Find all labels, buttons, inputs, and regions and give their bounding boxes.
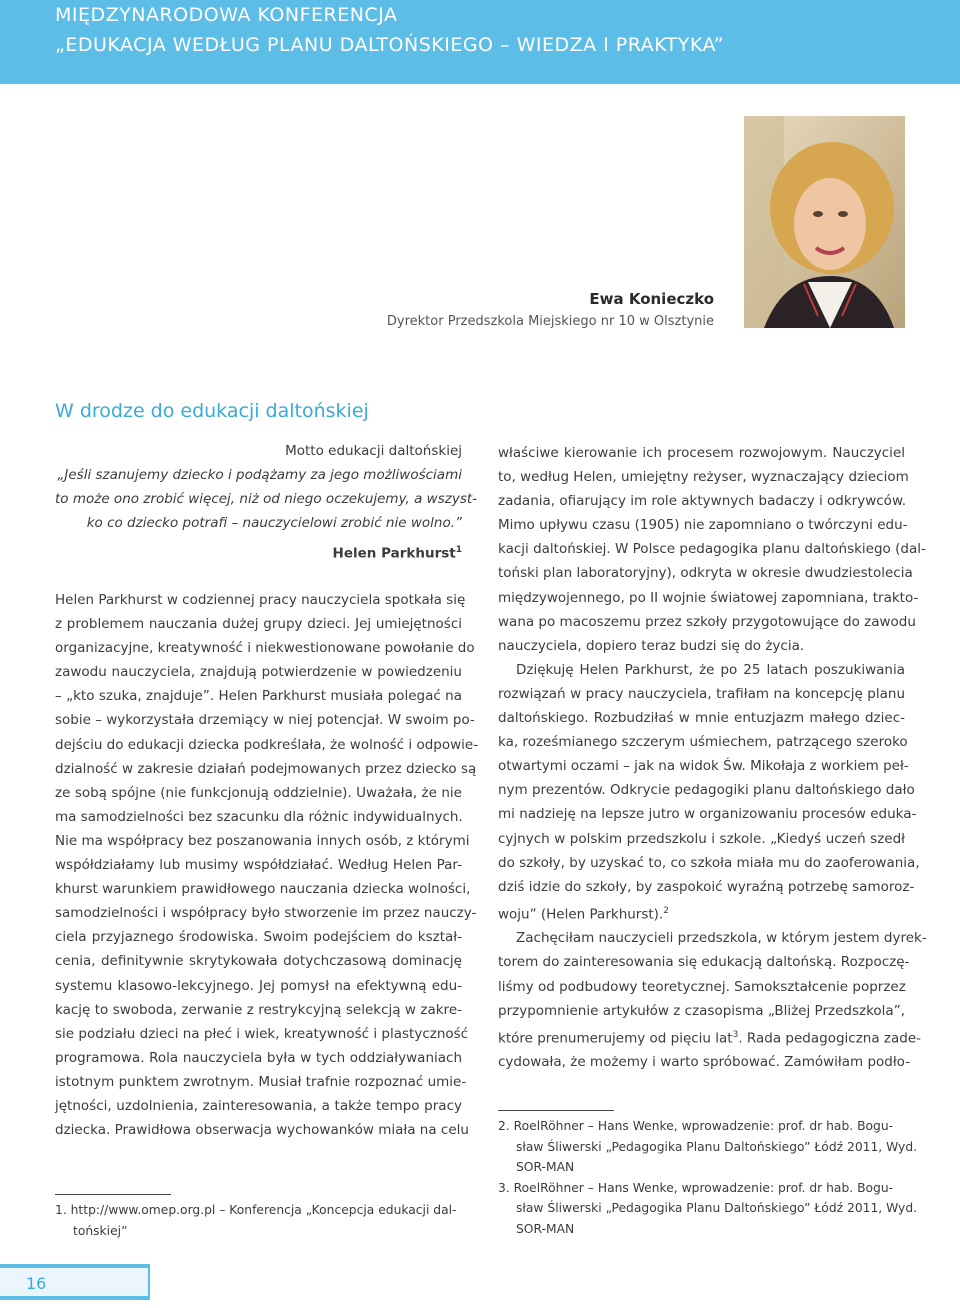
footnote-line: 3. RoelRöhner – Hans Wenke, wprowadzenie: prof. dr hab. Bogu- — [498, 1180, 894, 1195]
body-text-line: zadania, ofiarujący im role aktywnych badaczy i odkrywców. — [498, 493, 907, 510]
body-text-line: Dziękuję Helen Parkhurst, że po 25 latach poszukiwania — [516, 661, 905, 678]
author-portrait — [744, 116, 905, 328]
footnote-line: SOR-MAN — [516, 1160, 575, 1174]
body-text-line: ciela przyjaznego środowiska. Swoim podejściem do kształ- — [55, 929, 462, 946]
body-text-line: sie podziału dzieci na płeć i wiek, kreatywność i plastyczność — [55, 1025, 469, 1042]
body-text-line: dejściu do edukacji dziecka podkreślała, że wolność i odpowie- — [55, 736, 479, 753]
author-role: Dyrektor Przedszkola Miejskiego nr 10 w Olsztynie — [386, 314, 714, 329]
footnote-ref: 2 — [663, 905, 669, 916]
footnote-line: 1. http://www.omep.org.pl – Konferencja „Koncepcja edukacji dal- — [55, 1203, 457, 1217]
body-text-line: mi nadzieję na lepsze jutro w organizowaniu procesów eduka- — [498, 806, 917, 823]
body-text-line: to, według Helen, umiejętny reżyser, wyznaczający dzieciom — [498, 469, 909, 486]
body-text-line: jętności, uzdolnienia, zainteresowania, a także tempo pracy — [55, 1097, 462, 1114]
body-text-line: przypomnienie artykułów z czasopisma „Bliżej Przedszkola”, — [498, 1002, 905, 1019]
footnote-line: 2. RoelRöhner – Hans Wenke, wprowadzenie: prof. dr hab. Bogu- — [498, 1119, 894, 1133]
body-text-line: wana po macoszemu przez szkoły przygotowujące do zawodu — [498, 613, 916, 630]
body-text-line: torem do zainteresowania się edukacją daltońską. Rozpoczę- — [498, 954, 910, 971]
body-text-line: ma samodzielności bez szacunku dla różnic indywidualnych. — [55, 808, 463, 825]
page-number-bar — [0, 1264, 150, 1300]
body-text-line: zawodu nauczyciela, znajdują potwierdzenie w powiedzeniu — [55, 664, 462, 681]
footnote-line: sław Śliwerski „Pedagogika Planu Daltońskiego” Łódź 2011, Wyd. — [516, 1139, 918, 1154]
body-text-line: kacji daltońskiej. W Polsce pedagogika planu daltońskiego (dal- — [498, 541, 926, 558]
body-text-line: dzialność w zakresie działań podejmowanych przez dziecko są — [55, 760, 477, 777]
body-text-line: – „kto szuka, znajduje”. Helen Parkhurst musiała polegać na — [55, 688, 462, 705]
body-text-line: Nie ma współpracy bez poszanowania innych osób, z którymi — [55, 832, 470, 849]
footnotes-right — [498, 1116, 918, 1239]
body-text-line: nym prezentów. Odkrycie pedagogiki planu daltońskiego dało — [498, 782, 915, 799]
body-text-line: sobie – wykorzystała drzemiący w niej potencjał. W swoim po- — [55, 712, 475, 729]
footnotes-left — [55, 1200, 462, 1241]
body-text-fragment: które prenumerujemy od pięciu lat — [498, 1030, 733, 1047]
body-text-line: cyjnych w polskim przedszkolu i szkole. „Kiedyś uczeń szedł — [498, 830, 905, 847]
section-title: W drodze do edukacji daltońskiej — [55, 400, 369, 422]
body-text-line: liśmy od podbudowy teoretycznej. Samokształcenie poprzez — [498, 978, 906, 995]
body-text-line: z problemem nauczania dużej grupy dzieci. Jej umiejętności — [55, 616, 462, 633]
body-text-line: cydowała, że możemy i warto spróbować. Zamówiłam podło- — [498, 1054, 911, 1071]
motto-attribution — [55, 539, 462, 566]
body-text-line: istotnym punktem zwrotnym. Musiał trafnie rozpoznać umie- — [55, 1073, 467, 1090]
portrait-photo-icon — [744, 116, 905, 328]
page-number: 16 — [26, 1274, 47, 1293]
footnote-line: sław Śliwerski „Pedagogika Planu Daltońskiego” Łódź 2011, Wyd. — [516, 1201, 918, 1215]
conference-title-line1: MIĘDZYNARODOWA KONFERENCJA — [55, 4, 398, 26]
body-text-line: samodzielności i współpracy było stworzenie im przez nauczy- — [55, 905, 477, 922]
body-text-line: khurst warunkiem prawidłowego nauczania dziecka wolności, — [55, 881, 471, 898]
body-text-line: Mimo upływu czasu (1905) nie zapomniano o twórczyni edu- — [498, 517, 908, 534]
body-text-line: dziś idzie do szkoły, by zaspokoić wyraźną potrzebę samoroz- — [498, 878, 915, 895]
left-column — [55, 588, 479, 1142]
body-text-line: Helen Parkhurst w codziennej pracy nauczyciela spotkała się — [55, 592, 466, 608]
author-block — [387, 290, 714, 329]
body-text-line — [498, 1023, 922, 1051]
author-name: Ewa Konieczko — [589, 290, 714, 308]
footnote-ref: 3 — [732, 1029, 739, 1040]
right-column — [498, 441, 927, 1074]
body-text-line: dziecka. Prawidłowa obserwacja wychowanków miała na celu — [55, 1122, 469, 1139]
footnote-ref: 1 — [455, 545, 462, 555]
footnote-divider — [498, 1110, 614, 1111]
body-text-line: otwartymi oczami – jak na widok Św. Mikołaja z workiem peł- — [498, 758, 909, 775]
body-text-line: systemu klasowo-lekcyjnego. Jej pomysł na efektywną edu- — [55, 977, 462, 994]
conference-header — [0, 0, 960, 84]
body-text-line: ze sobą spójne (nie funkcjonują oddzielnie). Uważała, że nie — [55, 784, 462, 801]
body-text-line: nauczyciela, dopiero teraz budzi się do życia. — [498, 637, 805, 654]
page-number-box — [0, 1268, 148, 1296]
body-text-line: do szkoły, by uzyskać to, co szkoła miała mu do zaoferowania, — [498, 854, 920, 871]
body-text-line: daltońskiego. Rozbudziłaś w mnie entuzjazm małego dziec- — [498, 710, 905, 727]
body-text-fragment: . Rada pedagogiczna zade- — [738, 1030, 922, 1047]
motto-quote-line: ko co dziecko potrafi – nauczycielowi zrobić nie wolno.” — [86, 515, 462, 531]
body-text-line: rozwiązań w pracy nauczyciela, trafiłam na koncepcję planu — [498, 685, 905, 702]
body-text-line: międzywojennego, po II wojnie światowej zapomniana, trakto- — [498, 589, 919, 606]
body-text-line: ka, roześmianego szczerym uśmiechem, patrzącego szeroko — [498, 734, 908, 751]
body-text-line: właściwe kierowanie ich procesem rozwojowym. Nauczyciel — [498, 445, 905, 461]
motto-quote-line: „Jeśli szanujemy dziecko i podążamy za jego możliwościami — [57, 467, 462, 483]
body-text-line: współdziałamy lub musimy współdziałać. Według Helen Par- — [55, 857, 462, 874]
footnote-divider — [55, 1194, 171, 1195]
body-text-line — [498, 899, 905, 927]
motto-label: Motto edukacji daltońskiej — [285, 443, 462, 459]
motto-quote-line: to może ono zrobić więcej, niż od niego oczekujemy, a wszyst- — [55, 491, 478, 507]
body-text-line: cenia, definitywnie skrytykowała dotychczasową dominację — [55, 953, 462, 970]
body-text-line: kację to swoboda, zerwanie z restrykcyjną selekcją w zakre- — [55, 1001, 462, 1018]
conference-title-line2: „EDUKACJA WEDŁUG PLANU DALTOŃSKIEGO – WIEDZA I PRAKTYKA” — [55, 34, 724, 56]
motto-attribution-name: Helen Parkhurst — [332, 545, 456, 562]
footnote-line: tońskiej” — [73, 1223, 128, 1238]
body-text-line: organizacyjne, kreatywność i niekwestionowane powołanie do — [55, 640, 475, 657]
footnote-line: SOR-MAN — [516, 1221, 575, 1236]
body-text-line: toński plan laboratoryjny), odkryta w okresie dwudziestolecia — [498, 565, 913, 582]
body-text-fragment: woju” (Helen Parkhurst). — [498, 906, 664, 923]
body-text-line: Zachęciłam nauczycieli przedszkola, w którym jestem dyrek- — [516, 930, 927, 947]
body-text-line: programowa. Rola nauczyciela była w tych oddziaływaniach — [55, 1049, 462, 1066]
